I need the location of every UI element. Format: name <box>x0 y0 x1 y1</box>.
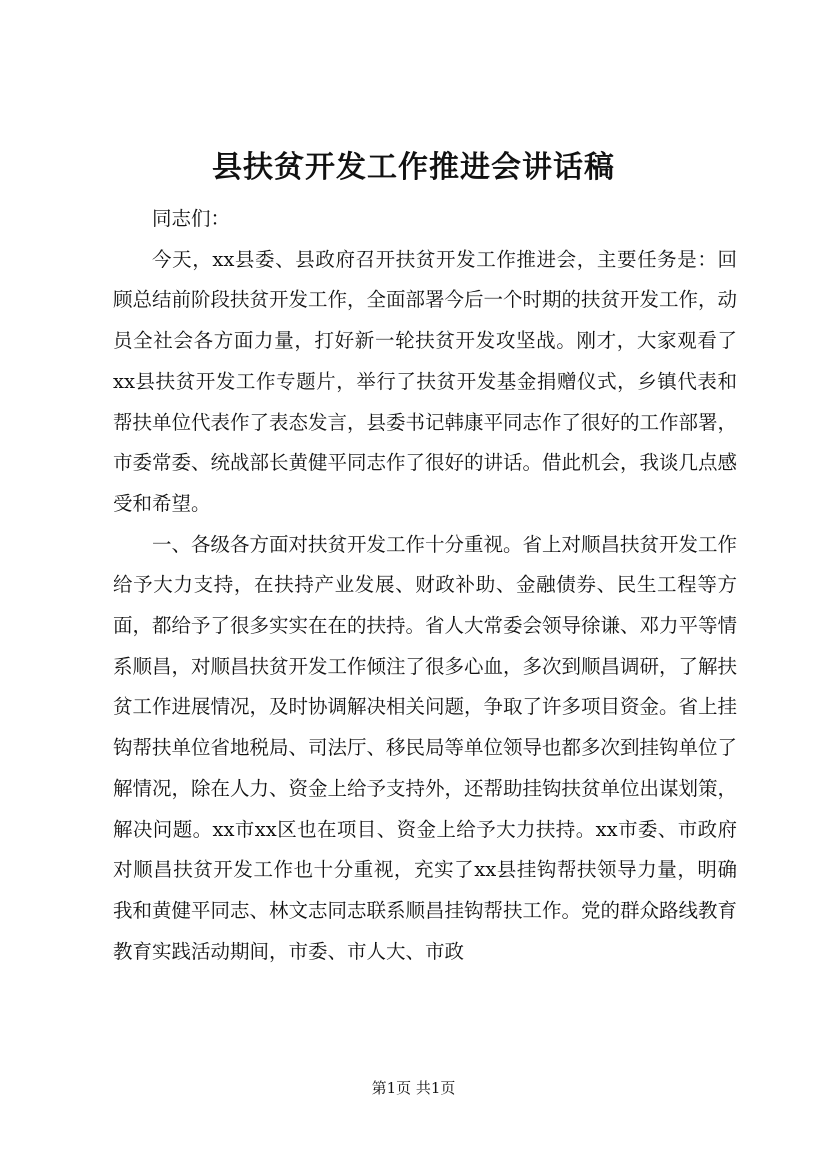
page-footer: 第1页 共1页 <box>371 1079 456 1097</box>
paragraph-section-one: 一、各级各方面对扶贫开发工作十分重视。省上对顺昌扶贫开发工作给予大力支持，在扶持产业发展、财政补助、金融债券、民生工程等方面，都给予了很多实实在在的扶持。省人大常委会领导徐谦、邓力平等情系顺昌，对顺昌扶贫开发工作倾注了很多心血，多次到顺昌调研，了解扶贫工作进展情况，及时协调解决相关问题，争取了许多项目资金。省上挂钩帮扶单位省地税局、司法厅、移民局等单位领导也都多次到挂钩单位了解情况，除在人力、资金上给予支持外，还帮助挂钩扶贫单位出谋划策，解决问题。xx市xx区也在项目、资金上给予大力扶持。xx市委、市政府对顺昌扶贫开发工作也十分重视，充实了xx县挂钩帮扶领导力量，明确我和黄健平同志、林文志同志联系顺昌挂钩帮扶工作。党的群众路线教育教育实践活动期间，市委、市人大、市政 <box>113 532 738 963</box>
salutation: 同志们： <box>152 207 231 230</box>
paragraph-intro: 今天，xx县委、县政府召开扶贫开发工作推进会，主要任务是：回顾总结前阶段扶贫开发工作，全面部署今后一个时期的扶贫开发工作，动员全社会各方面力量，打好新一轮扶贫开发攻坚战。刚才，大家观看了xx县扶贫开发工作专题片，举行了扶贫开发基金捐赠仪式，乡镇代表和帮扶单位代表作了表态发言，县委书记韩康平同志作了很好的工作部署，市委常委、统战部长黄健平同志作了很好的讲话。借此机会，我谈几点感受和希望。 <box>113 247 738 515</box>
document-body <box>113 199 737 972</box>
document-title: 县扶贫开发工作推进会讲话稿 <box>212 150 615 185</box>
